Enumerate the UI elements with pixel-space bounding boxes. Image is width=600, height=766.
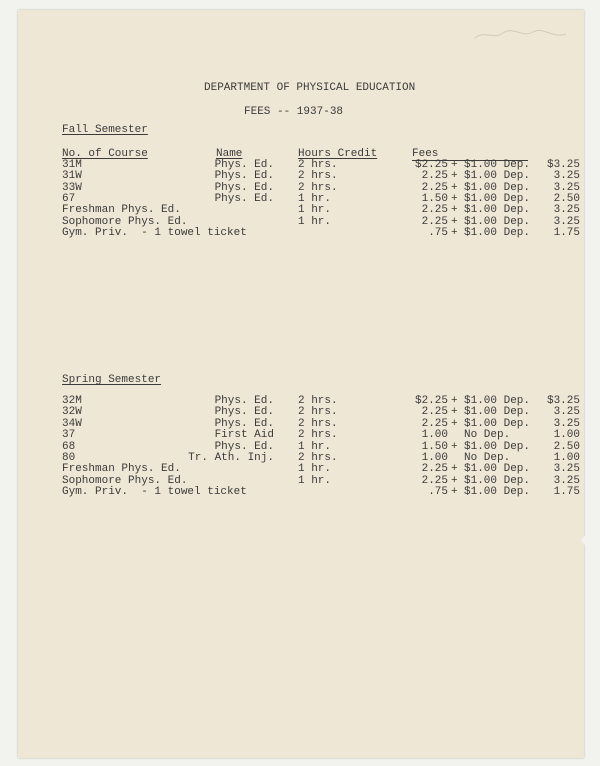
- fee-cell: 2.25: [421, 474, 448, 487]
- department-title: DEPARTMENT OF PHYSICAL EDUCATION: [204, 82, 416, 94]
- fee-cell: 2.25: [421, 215, 448, 228]
- fee-cell: $2.25: [414, 395, 448, 407]
- total-cell: 3.25: [553, 417, 580, 430]
- deposit-cell: $1.00 Dep.: [464, 226, 531, 239]
- total-cell: 3.25: [553, 181, 580, 194]
- deposit-cell: $1.00 Dep.: [464, 486, 531, 499]
- fees-year-title: FEES -- 1937-38: [244, 106, 344, 118]
- course-cell: 33W: [62, 181, 82, 194]
- hours-cell: 1 hr.: [298, 192, 332, 205]
- name-cell: Tr. Ath. Inj.: [188, 452, 274, 464]
- fee-cell: .75: [428, 226, 448, 239]
- fee-cell: 2.25: [421, 170, 448, 183]
- deposit-cell: $1.00 Dep.: [464, 417, 531, 430]
- course-cell: 80: [62, 452, 76, 464]
- hours-cell: 2 hrs.: [298, 395, 338, 407]
- hours-cell: 2 hrs.: [298, 406, 338, 419]
- name-cell: Phys. Ed.: [214, 192, 274, 205]
- deposit-cell: $1.00 Dep.: [464, 204, 531, 217]
- total-cell: 1.00: [553, 452, 580, 464]
- plus-cell: +: [451, 204, 458, 217]
- total-cell: 2.50: [553, 192, 580, 205]
- column-header-fees: Fees: [412, 148, 528, 161]
- plus-cell: +: [451, 463, 458, 476]
- deposit-cell: $1.00 Dep.: [464, 395, 531, 407]
- total-cell: 3.25: [553, 215, 580, 228]
- plus-cell: +: [451, 486, 458, 499]
- plus-cell: +: [451, 474, 458, 487]
- torn-edge: [581, 530, 590, 552]
- fee-cell: 2.25: [421, 204, 448, 217]
- hours-cell: 2 hrs.: [298, 159, 338, 171]
- total-cell: 1.00: [553, 429, 580, 442]
- hours-cell: 1 hr.: [298, 463, 332, 476]
- course-cell: 31W: [62, 170, 82, 183]
- deposit-cell: $1.00 Dep.: [464, 159, 531, 171]
- deposit-cell: $1.00 Dep.: [464, 440, 531, 453]
- total-cell: 3.25: [553, 474, 580, 487]
- total-cell: $3.25: [546, 395, 580, 407]
- fee-cell: 2.25: [421, 463, 448, 476]
- plus-cell: +: [451, 440, 458, 453]
- plus-cell: +: [451, 417, 458, 430]
- total-cell: 3.25: [553, 463, 580, 476]
- fee-cell: 2.25: [421, 417, 448, 430]
- hours-cell: 1 hr.: [298, 474, 332, 487]
- fee-cell: 1.50: [421, 192, 448, 205]
- name-cell: First Aid: [214, 429, 274, 442]
- plus-cell: +: [451, 395, 458, 407]
- hours-cell: 2 hrs.: [298, 417, 338, 430]
- hours-cell: 2 hrs.: [298, 181, 338, 194]
- plus-cell: +: [451, 226, 458, 239]
- total-cell: 3.25: [553, 170, 580, 183]
- deposit-cell: $1.00 Dep.: [464, 406, 531, 419]
- pencil-mark-icon: [473, 28, 568, 42]
- fee-cell: 1.00: [421, 452, 448, 464]
- hours-cell: 2 hrs.: [298, 170, 338, 183]
- course-cell: 32W: [62, 406, 82, 419]
- deposit-cell: $1.00 Dep.: [464, 463, 531, 476]
- total-cell: 1.75: [553, 486, 580, 499]
- course-cell: 34W: [62, 417, 82, 430]
- total-cell: 2.50: [553, 440, 580, 453]
- name-cell: Phys. Ed.: [214, 159, 274, 171]
- plus-cell: +: [451, 170, 458, 183]
- deposit-cell: $1.00 Dep.: [464, 181, 531, 194]
- column-header-course: No. of Course: [62, 148, 148, 160]
- course-cell: Freshman Phys. Ed.: [62, 204, 181, 217]
- deposit-cell: No Dep.: [464, 429, 511, 442]
- spring-semester-heading: Spring Semester: [62, 374, 162, 386]
- name-cell: Phys. Ed.: [214, 440, 274, 453]
- deposit-cell: $1.00 Dep.: [464, 215, 531, 228]
- fee-cell: 2.25: [421, 181, 448, 194]
- plus-cell: +: [451, 215, 458, 228]
- fall-semester-heading: Fall Semester: [62, 124, 148, 136]
- hours-cell: 1 hr.: [298, 215, 332, 228]
- fee-cell: 1.50: [421, 440, 448, 453]
- course-cell: 31M: [62, 159, 82, 171]
- plus-cell: +: [451, 406, 458, 419]
- course-cell: Gym. Priv. - 1 towel ticket: [62, 226, 247, 239]
- name-cell: Phys. Ed.: [214, 395, 274, 407]
- hours-cell: 2 hrs.: [298, 452, 338, 464]
- name-cell: Phys. Ed.: [214, 181, 274, 194]
- name-cell: Phys. Ed.: [214, 170, 274, 183]
- course-cell: 68: [62, 440, 76, 453]
- total-cell: 3.25: [553, 204, 580, 217]
- course-cell: 67: [62, 192, 76, 205]
- course-cell: Gym. Priv. - 1 towel ticket: [62, 486, 247, 499]
- plus-cell: +: [451, 192, 458, 205]
- course-cell: Freshman Phys. Ed.: [62, 463, 181, 476]
- fee-cell: .75: [428, 486, 448, 499]
- plus-cell: +: [451, 159, 458, 171]
- column-header-hours: Hours Credit: [298, 148, 378, 160]
- fee-cell: $2.25: [414, 159, 448, 171]
- total-cell: $3.25: [546, 159, 580, 171]
- name-cell: Phys. Ed.: [214, 406, 274, 419]
- column-header-name: Name: [216, 148, 243, 160]
- deposit-cell: No Dep.: [464, 452, 511, 464]
- course-cell: 37: [62, 429, 76, 442]
- name-cell: Phys. Ed.: [214, 417, 274, 430]
- course-cell: 32M: [62, 395, 82, 407]
- deposit-cell: $1.00 Dep.: [464, 170, 531, 183]
- hours-cell: 2 hrs.: [298, 429, 338, 442]
- total-cell: 3.25: [553, 406, 580, 419]
- course-cell: Sophomore Phys. Ed.: [62, 215, 188, 228]
- plus-cell: +: [451, 181, 458, 194]
- deposit-cell: $1.00 Dep.: [464, 192, 531, 205]
- hours-cell: 1 hr.: [298, 440, 332, 453]
- hours-cell: 1 hr.: [298, 204, 332, 217]
- fee-cell: 1.00: [421, 429, 448, 442]
- fee-cell: 2.25: [421, 406, 448, 419]
- course-cell: Sophomore Phys. Ed.: [62, 474, 188, 487]
- deposit-cell: $1.00 Dep.: [464, 474, 531, 487]
- total-cell: 1.75: [553, 226, 580, 239]
- document-page: [18, 10, 584, 758]
